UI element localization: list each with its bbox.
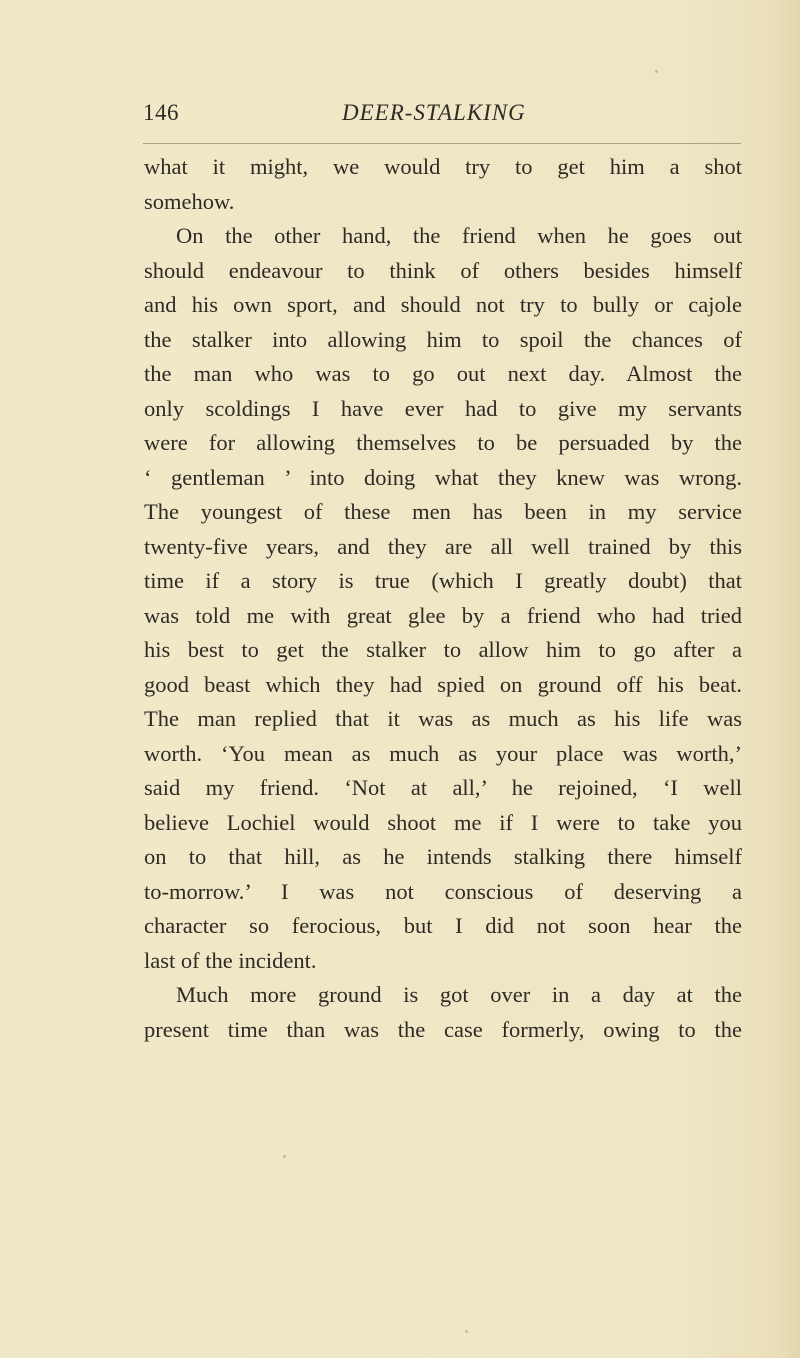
text-line: the man who was to go out next day. Almost the — [144, 361, 742, 386]
text-line: ‘ gentleman ’ into doing what they knew was wrong. — [144, 464, 742, 490]
running-head — [143, 100, 743, 136]
text-line: On the other hand, the friend when he goes out — [176, 223, 742, 248]
text-line: last of the incident. — [144, 947, 317, 973]
header-rule — [143, 143, 741, 144]
text-line: said my friend. ‘Not at all,’ he rejoined, ‘I well — [144, 775, 742, 800]
text-line: The man replied that it was as much as his life was — [144, 706, 742, 731]
text-line: to-morrow.’ I was not conscious of deserving a — [144, 878, 742, 904]
text-line: twenty-five years, and they are all well trained by this — [144, 533, 742, 559]
text-line: somehow. — [144, 188, 235, 214]
text-line: present time than was the case formerly, owing to the — [144, 1016, 742, 1042]
text-line: and his own sport, and should not try to bully or cajole — [144, 292, 742, 317]
text-line: character so ferocious, but I did not soon hear the — [144, 913, 742, 938]
text-line: what it might, we would try to get him a shot — [144, 154, 742, 179]
text-line: the stalker into allowing him to spoil the chances of — [144, 326, 742, 352]
text-line: should endeavour to think of others besides himself — [144, 257, 742, 283]
text-line: only scoldings I have ever had to give my servants — [144, 395, 742, 421]
paper-speck — [465, 1330, 468, 1333]
text-line: worth. ‘You mean as much as your place was worth,’ — [144, 740, 742, 766]
text-line: time if a story is true (which I greatly doubt) that — [144, 568, 742, 593]
paper-speck — [283, 1155, 286, 1158]
text-line: were for allowing themselves to be persuaded by the — [144, 430, 742, 455]
text-line: good beast which they had spied on ground off his beat. — [144, 671, 742, 697]
text-line: The youngest of these men has been in my service — [144, 499, 742, 524]
text-line: was told me with great glee by a friend who had tried — [144, 602, 742, 628]
text-line: Much more ground is got over in a day at the — [176, 982, 742, 1007]
text-line: his best to get the stalker to allow him to go after a — [144, 637, 742, 662]
body-text — [144, 150, 742, 1047]
running-head-title: DEER-STALKING — [342, 100, 526, 125]
text-line: on to that hill, as he intends stalking there himself — [144, 844, 742, 869]
page-number: 146 — [143, 100, 179, 125]
paper-speck — [655, 70, 658, 73]
text-line: believe Lochiel would shoot me if I were to take you — [144, 809, 742, 835]
